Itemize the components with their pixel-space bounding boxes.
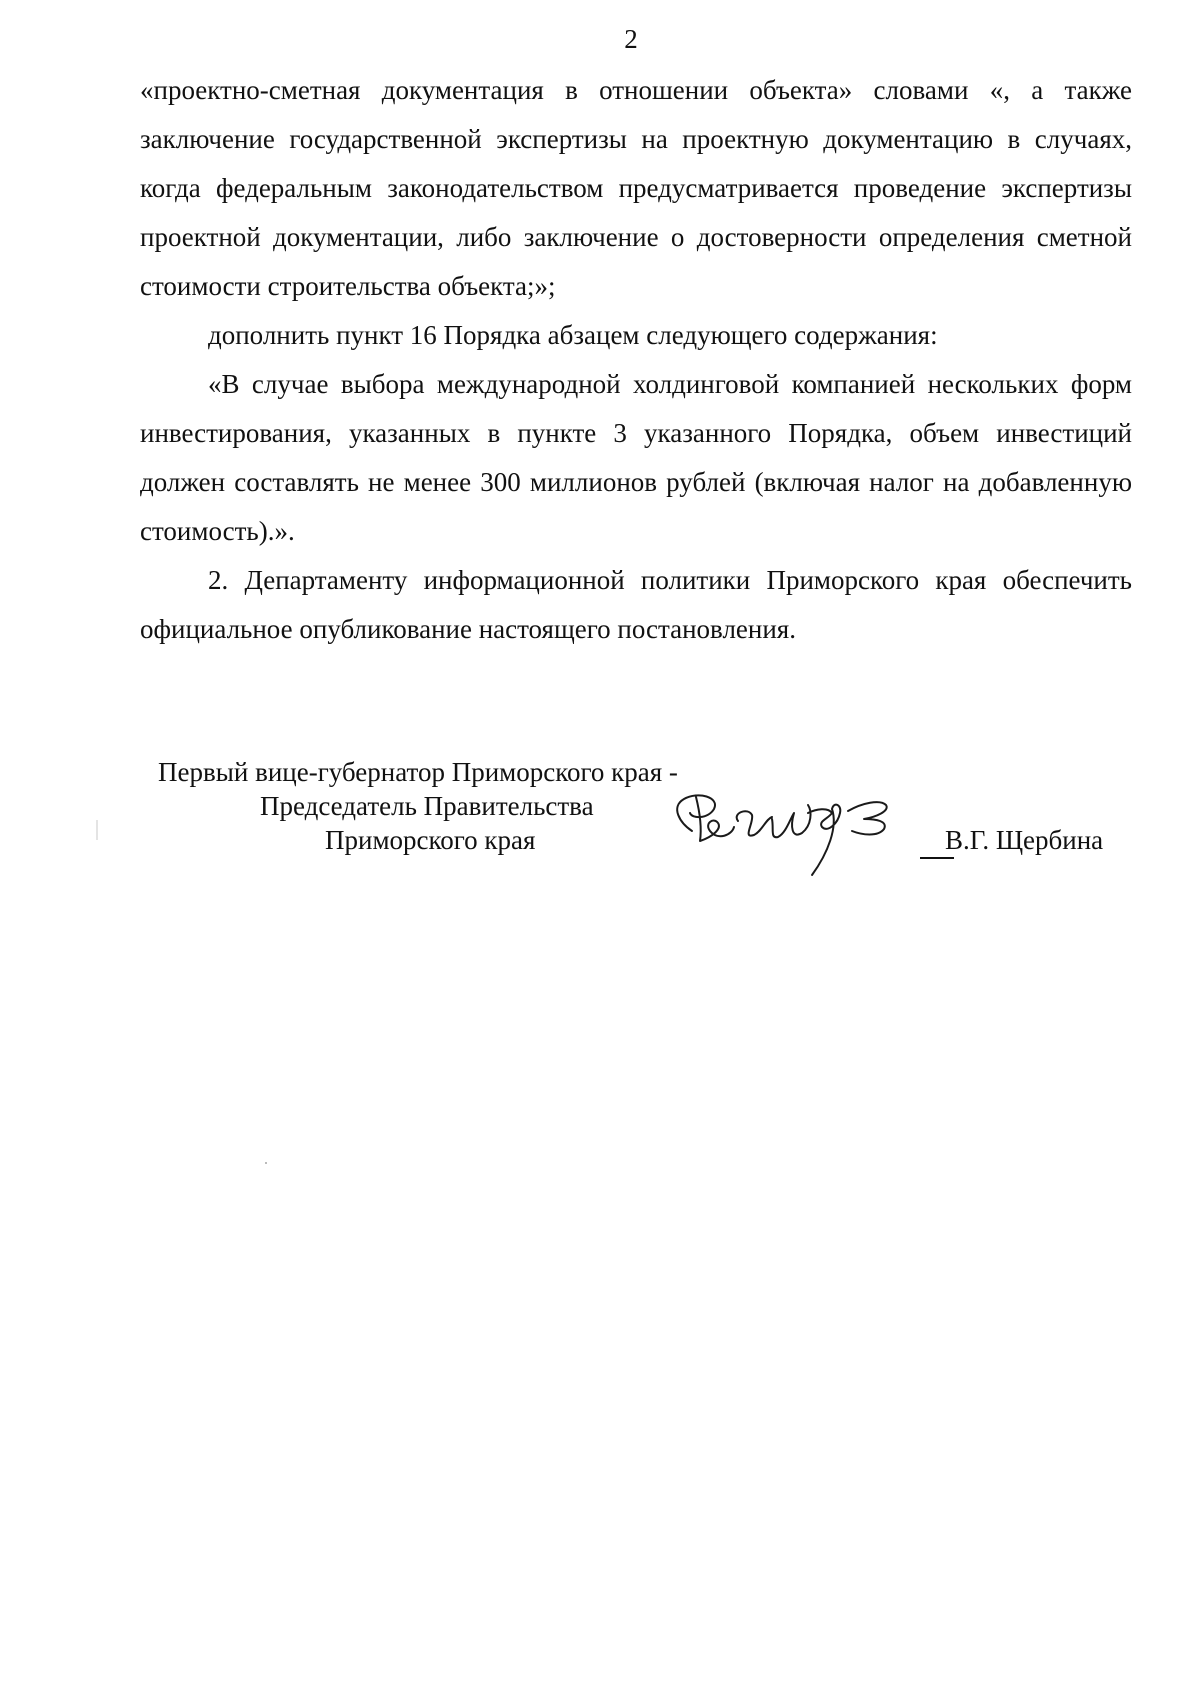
- paragraph-investment-clause: «В случае выбора международной холдинговой компанией нескольких форм инвестирования, указанных в пункте 3 указанного Порядка, объем инвестиций должен составлять не менее 300 миллионов рублей (включая налог на добавленную стоимость).».: [140, 369, 1132, 546]
- paragraph-amendment-text: «проектно-сметная документация в отношении объекта» словами «, а также заключение государственной экспертизы на проектную документацию в случаях, когда федеральным законодательством предусматривается проведение экспертизы проектной документации, либо заключение о достоверности определения сметной стоимости строительства объекта;»;: [140, 75, 1132, 301]
- paragraph-add-clause: дополнить пункт 16 Порядка абзацем следующего содержания:: [208, 320, 938, 350]
- handwritten-signature: [662, 783, 912, 879]
- scan-margin-mark: [96, 820, 98, 840]
- signatory-title-line: Председатель Правительства: [260, 791, 594, 821]
- signatory-title-line: Первый вице-губернатор Приморского края -: [158, 757, 678, 787]
- signature-underline: [920, 857, 954, 859]
- paragraph-publication-order: 2. Департаменту информационной политики Приморского края обеспечить официальное опубликование настоящего постановления.: [140, 565, 1132, 644]
- scan-artifact-dot: [265, 1162, 267, 1164]
- signatory-title-line: Приморского края: [325, 825, 536, 855]
- signature-block: [0, 755, 1200, 895]
- signer-name: В.Г. Щербина: [945, 825, 1104, 855]
- document-body: [140, 66, 1132, 654]
- page-number: 2: [624, 24, 638, 54]
